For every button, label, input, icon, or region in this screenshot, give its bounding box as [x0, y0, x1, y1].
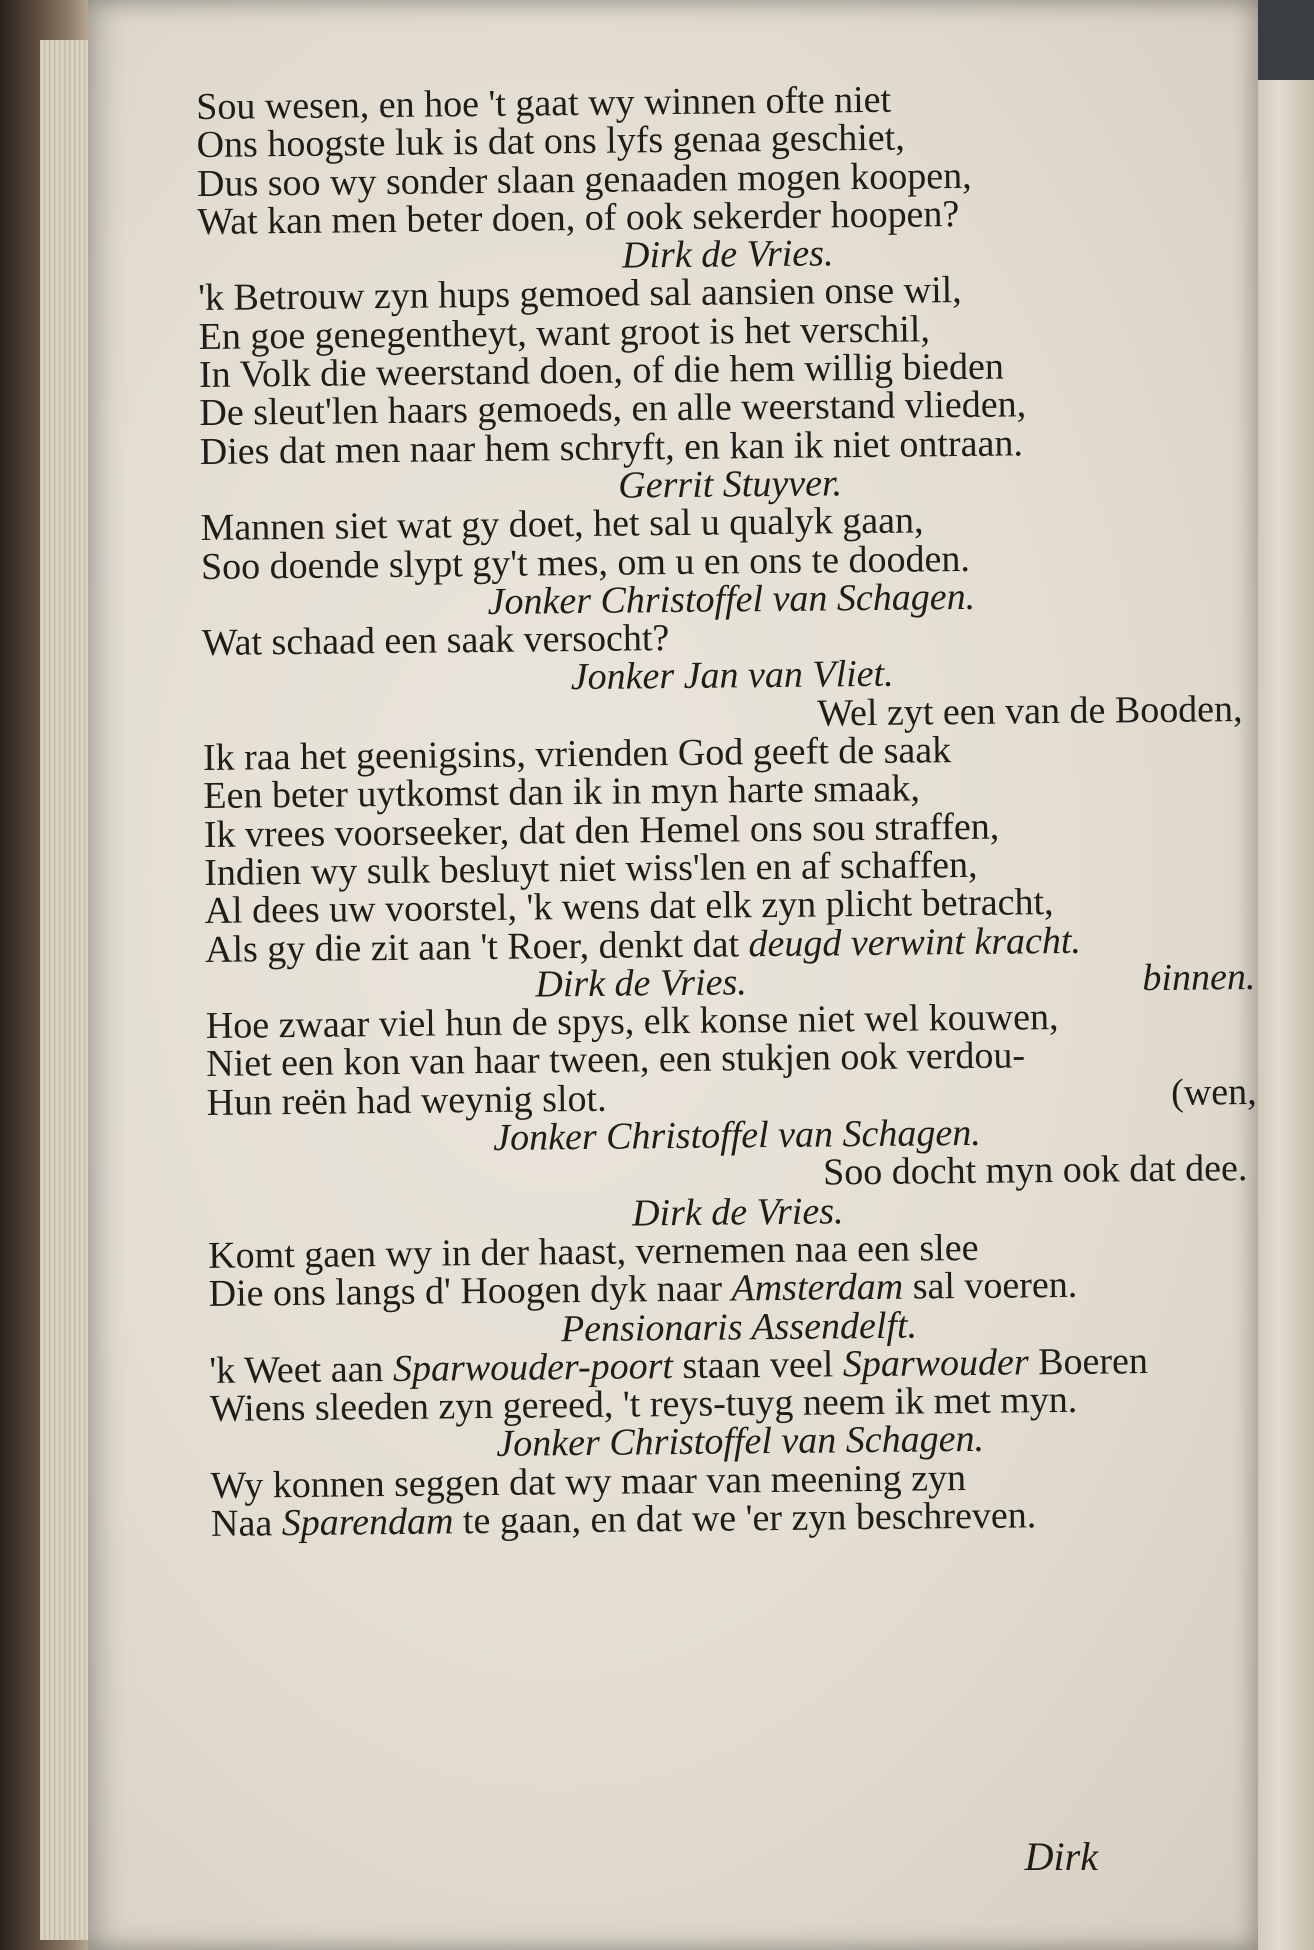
verse-line: Komt gaen wy in der haast, vernemen naa een slee [208, 1226, 979, 1277]
speaker-name: Gerrit Stuyver. [618, 462, 843, 507]
verse-line: De sleut'len haars gemoeds, en alle weerstand vlieden, [199, 383, 1027, 435]
speaker-name: Jonker Christoffel van Schagen. [493, 1111, 981, 1159]
verse-line: Wat schaad een saak versocht? [201, 617, 670, 665]
line-segment: Hun reën had weynig slot. [206, 1077, 607, 1124]
line-segment: staan veel [672, 1343, 844, 1387]
verse-line: Wy konnen seggen dat wy maar van meening zyn [210, 1456, 967, 1507]
verse-line: Een beter uytkomst dan ik in myn harte smaak, [203, 767, 921, 818]
line-segment: Amsterdam [731, 1265, 904, 1310]
line-segment: sal voeren. [902, 1264, 1078, 1308]
line-segment: Dirk de Vries. [535, 961, 748, 1006]
line-segment: 'k Weet aan [209, 1347, 394, 1392]
line-segment: Sparendam [281, 1500, 454, 1545]
verse-line: Hoe zwaar viel hun de spys, elk konse niet wel kouwen, [205, 996, 1059, 1048]
speaker-name: Dirk de Vries. [631, 1189, 844, 1235]
page-text [196, 77, 1271, 1543]
line-segment: Naa [210, 1502, 282, 1545]
verse-line: 'k Betrouw zyn hups gemoed sal aansien onse wil, [197, 269, 962, 320]
verse-line: Niet een kon van haar tween, een stukjen ook verdou- [206, 1034, 1026, 1086]
speaker-name: Jonker Christoffel van Schagen. [496, 1418, 985, 1466]
line-segment: Sparwouder [842, 1341, 1029, 1386]
catchword: Dirk [1024, 1834, 1098, 1879]
book-page [88, 0, 1258, 1950]
line-segment: Sparwouder-poort [392, 1344, 674, 1390]
speaker-name: Jonker Jan van Vliet. [570, 653, 894, 699]
verse-line: Ons hoogste luk is dat ons lyfs genaa geschiet, [196, 116, 905, 167]
verse-line: Ik raa het geenigsins, vrienden God geeft de saak [202, 729, 952, 780]
line-segment: Boeren [1028, 1339, 1149, 1384]
verse-line: Wiens sleeden zyn gereed, 't reys-tuyg neem ik met myn. [209, 1378, 1078, 1431]
line-segment: te gaan, en dat we 'er zyn beschreven. [453, 1494, 1037, 1543]
verse-line: En goe genegentheyt, want groot is het verschil, [198, 308, 931, 358]
verse-line: Soo doende slypt gy't mes, om u en ons te dooden. [200, 537, 971, 588]
verse-line: Soo docht myn ook dat dee. [822, 1147, 1248, 1194]
line-segment: binnen. [1142, 955, 1256, 999]
verse-line: Dies dat men naar hem schryft, en kan ik niet ontraan. [199, 422, 1024, 473]
verse-line: Wel zyt een van de Booden, [817, 687, 1243, 735]
verse-line [211, 1494, 1271, 1543]
line-segment: Als gy die zit aan 't Roer, denkt dat [204, 922, 749, 971]
verse-line: Indien wy sulk besluyt niet wiss'len en af schaffen, [203, 843, 978, 894]
speaker-name: Jonker Christoffel van Schagen. [487, 575, 976, 623]
verse-line: Wat kan men beter doen, of ook sekerder hoopen? [197, 192, 960, 243]
speaker-name: Pensionaris Assendelft. [560, 1304, 918, 1350]
verse-line: Ik vrees voorseeker, dat den Hemel ons sou straffen, [203, 805, 1000, 856]
line-segment: deugd verwint kracht. [748, 919, 1082, 965]
verse-line: Al dees uw voorstel, 'k wens dat elk zyn plicht betracht, [204, 881, 1054, 933]
verse-line: Sou wesen, en hoe 't gaat wy winnen ofte niet [195, 78, 892, 128]
verse-line: In Volk die weerstand doen, of die hem willig bieden [198, 345, 1005, 397]
line-segment: Die ons langs d' Hoogen dyk naar [208, 1267, 732, 1316]
verse-line: Mannen siet wat gy doet, het sal u qualyk gaan, [200, 499, 924, 550]
speaker-name: Dirk de Vries. [621, 232, 834, 277]
verse-line: Dus soo wy sonder slaan genaaden mogen koopen, [196, 154, 972, 205]
line-segment: (wen, [1170, 1070, 1257, 1114]
